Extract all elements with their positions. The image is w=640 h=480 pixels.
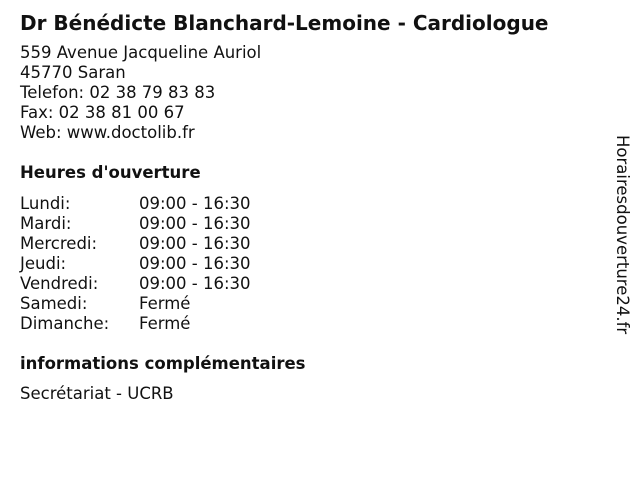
- contact-block: [20, 43, 261, 143]
- day-hours: Fermé: [139, 294, 191, 313]
- opening-hours-list: [20, 194, 251, 334]
- site-watermark: Horairesdouverture24.fr: [613, 135, 632, 335]
- phone-number: Telefon: 02 38 79 83 83: [20, 83, 216, 102]
- day-label: Jeudi:: [20, 254, 67, 273]
- day-label: Dimanche:: [20, 314, 110, 333]
- additional-info-heading: informations complémentaires: [20, 354, 306, 373]
- hours-row-friday: [20, 274, 251, 294]
- address-street: 559 Avenue Jacqueline Auriol: [20, 43, 262, 62]
- address-city: 45770 Saran: [20, 63, 126, 82]
- hours-row-saturday: [20, 294, 251, 314]
- website: Web: www.doctolib.fr: [20, 123, 195, 142]
- day-hours: 09:00 - 16:30: [139, 234, 251, 253]
- hours-row-sunday: [20, 314, 251, 334]
- day-hours: 09:00 - 16:30: [139, 214, 251, 233]
- additional-info-text: Secrétariat - UCRB: [20, 384, 174, 403]
- fax-number: Fax: 02 38 81 00 67: [20, 103, 185, 122]
- day-label: Vendredi:: [20, 274, 99, 293]
- day-hours: 09:00 - 16:30: [139, 194, 251, 213]
- hours-row-wednesday: [20, 234, 251, 254]
- day-label: Mardi:: [20, 214, 72, 233]
- hours-row-tuesday: [20, 214, 251, 234]
- day-label: Samedi:: [20, 294, 88, 313]
- day-label: Mercredi:: [20, 234, 98, 253]
- hours-row-monday: [20, 194, 251, 214]
- day-hours: 09:00 - 16:30: [139, 254, 251, 273]
- day-hours: 09:00 - 16:30: [139, 274, 251, 293]
- hours-row-thursday: [20, 254, 251, 274]
- day-label: Lundi:: [20, 194, 71, 213]
- opening-hours-heading: Heures d'ouverture: [20, 163, 201, 182]
- day-hours: Fermé: [139, 314, 191, 333]
- page-title: Dr Bénédicte Blanchard-Lemoine - Cardiologue: [20, 11, 549, 35]
